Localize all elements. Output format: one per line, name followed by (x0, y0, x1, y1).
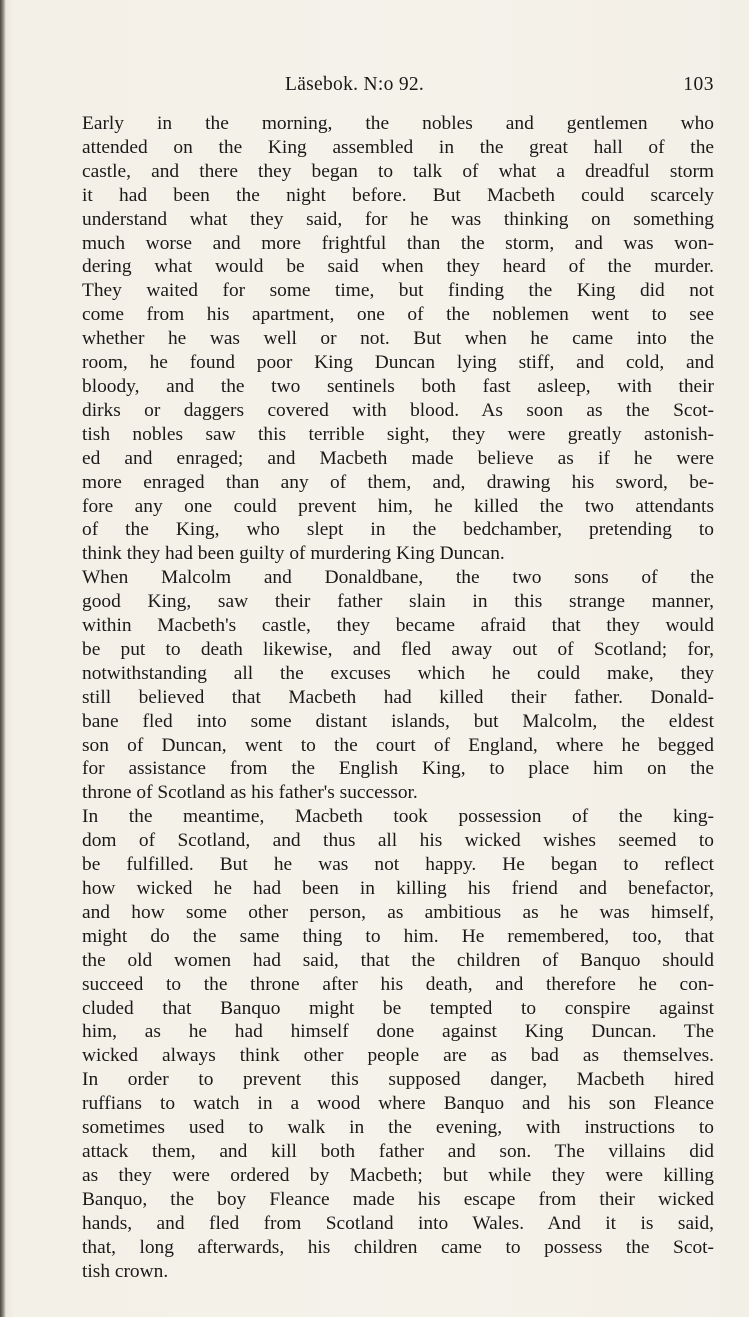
text-line: throne of Scotland as his father's successor. (82, 782, 418, 804)
text-line: room, he found poor King Duncan lying stiff, and cold, and (82, 352, 714, 374)
text-line: ed and enraged; and Macbeth made believe as if he were (82, 447, 714, 469)
body-text (56, 112, 714, 1283)
running-title: Läsebok. N:o 92. (285, 74, 425, 95)
paragraph (56, 566, 714, 805)
text-line: come from his apartment, one of the noblemen went to see (82, 304, 714, 326)
text-line: within Macbeth's castle, they became afraid that they would (82, 615, 714, 637)
text-line: bane fled into some distant islands, but Malcolm, the eldest (82, 710, 714, 732)
text-line: succeed to the throne after his death, and therefore he con- (82, 973, 714, 995)
paragraph (56, 805, 714, 1283)
text-line: might do the same thing to him. He remembered, too, that (82, 925, 714, 947)
text-line: ruffians to watch in a wood where Banquo and his son Fleance (82, 1093, 714, 1115)
text-line: dirks or daggers covered with blood. As soon as the Scot- (82, 399, 714, 421)
text-line: Banquo, the boy Fleance made his escape from their wicked (82, 1188, 714, 1210)
text-line: of the King, who slept in the bedchamber, pretending to (82, 519, 714, 541)
text-line: bloody, and the two sentinels both fast asleep, with their (82, 375, 714, 397)
text-line: sometimes used to walk in the evening, with instructions to (82, 1117, 714, 1139)
page-number: 103 (683, 74, 714, 95)
text-line: understand what they said, for he was thinking on something (82, 208, 714, 230)
text-line: hands, and fled from Scotland into Wales. And it is said, (82, 1212, 714, 1234)
page-binding-edge (0, 0, 6, 1317)
text-line: be put to death likewise, and fled away out of Scotland; for, (82, 638, 714, 660)
text-line: dering what would be said when they heard of the murder. (82, 256, 714, 278)
text-line: In order to prevent this supposed danger, Macbeth hired (82, 1069, 714, 1091)
text-line: think they had been guilty of murdering King Duncan. (82, 543, 505, 565)
text-line: more enraged than any of them, and, drawing his sword, be- (82, 471, 714, 493)
text-line: They waited for some time, but finding the King did not (82, 280, 714, 302)
page-header (58, 73, 714, 97)
text-line: tish crown. (82, 1260, 169, 1282)
text-line: attack them, and kill both father and son. The villains did (82, 1140, 714, 1162)
text-line: for assistance from the English King, to place him on the (82, 758, 714, 780)
text-line: good King, saw their father slain in this strange manner, (82, 591, 714, 613)
paragraph (56, 112, 714, 566)
text-line: cluded that Banquo might be tempted to conspire against (82, 997, 714, 1019)
text-line: In the meantime, Macbeth took possession of the king- (82, 806, 714, 828)
text-line: as they were ordered by Macbeth; but while they were killing (82, 1164, 714, 1186)
text-line: the old women had said, that the children of Banquo should (82, 949, 714, 971)
text-line: notwithstanding all the excuses which he could make, they (82, 662, 714, 684)
text-line: and how some other person, as ambitious as he was himself, (82, 901, 714, 923)
text-line: When Malcolm and Donaldbane, the two sons of the (82, 567, 714, 589)
text-line: how wicked he had been in killing his friend and benefactor, (82, 878, 714, 899)
text-line: son of Duncan, went to the court of England, where he begged (82, 734, 714, 756)
text-line: be fulfilled. But he was not happy. He began to reflect (82, 854, 714, 876)
text-line: castle, and there they began to talk of what a dreadful storm (82, 160, 714, 182)
text-line: still believed that Macbeth had killed their father. Donald- (82, 686, 714, 708)
text-line: him, as he had himself done against King Duncan. The (82, 1021, 714, 1043)
text-line: dom of Scotland, and thus all his wicked wishes seemed to (82, 830, 714, 852)
text-line: that, long afterwards, his children came to possess the Scot- (82, 1236, 714, 1258)
text-line: much worse and more frightful than the storm, and was won- (82, 232, 714, 254)
text-line: wicked always think other people are as bad as themselves. (82, 1045, 714, 1067)
text-line: whether he was well or not. But when he came into the (82, 328, 714, 350)
text-line: Early in the morning, the nobles and gentlemen who (82, 113, 714, 134)
text-line: it had been the night before. But Macbeth could scarcely (82, 184, 714, 206)
text-line: tish nobles saw this terrible sight, they were greatly astonish- (82, 423, 714, 445)
text-line: fore any one could prevent him, he killed the two attendants (82, 495, 714, 517)
text-line: attended on the King assembled in the great hall of the (82, 136, 714, 158)
